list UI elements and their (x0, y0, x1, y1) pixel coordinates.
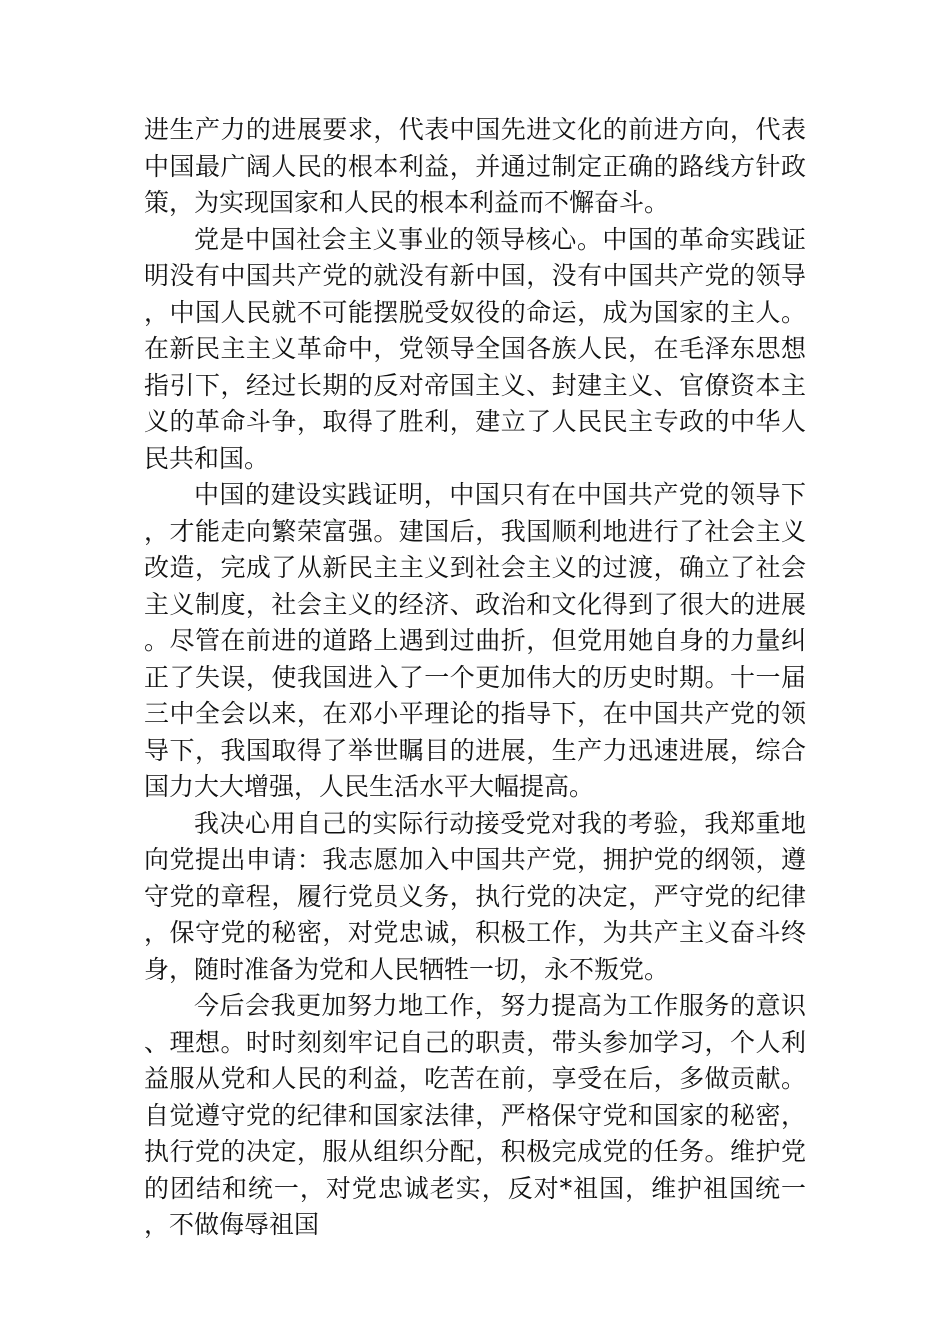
paragraph-continued: 进生产力的进展要求，代表中国先进文化的前进方向，代表中国最广阔人民的根本利益，并通过制定正确的路线方针政策，为实现国家和人民的根本利益而不懈奋斗。 (144, 115, 806, 217)
paragraph-party-core: 党是中国社会主义事业的领导核心。中国的革命实践证明没有中国共产党的就没有新中国，没有中国共产党的领导，中国人民就不可能摆脱受奴役的命运，成为国家的主人。在新民主主义革命中，党领导全国各族人民，在毛泽东思想指引下，经过长期的反对帝国主义、封建主义、官僚资本主义的革命斗争，取得了胜利，建立了人民民主专政的中华人民共和国。 (144, 224, 806, 473)
document-page (144, 112, 806, 1244)
paragraph-future-commitment: 今后会我更加努力地工作，努力提高为工作服务的意识、理想。时时刻刻牢记自己的职责，带头参加学习，个人利益服从党和人民的利益，吃苦在前，享受在后，多做贡献。自觉遵守党的纪律和国家法律，严格保守党和国家的秘密，执行党的决定，服从组织分配，积极完成党的任务。维护党的团结和统一，对党忠诚老实，反对*祖国，维护祖国统一，不做侮辱祖国 (144, 991, 806, 1239)
paragraph-application: 我决心用自己的实际行动接受党对我的考验，我郑重地向党提出申请：我志愿加入中国共产党，拥护党的纲领，遵守党的章程，履行党员义务，执行党的决定，严守党的纪律，保守党的秘密，对党忠诚，积极工作，为共产主义奋斗终身，随时准备为党和人民牺牲一切，永不叛党。 (144, 808, 806, 984)
paragraph-construction: 中国的建设实践证明，中国只有在中国共产党的领导下，才能走向繁荣富强。建国后，我国顺利地进行了社会主义改造，完成了从新民主主义到社会主义的过渡，确立了社会主义制度，社会主义的经济、政治和文化得到了很大的进展。尽管在前进的道路上遇到过曲折，但党用她自身的力量纠正了失误，使我国进入了一个更加伟大的历史时期。十一届三中全会以来，在邓小平理论的指导下，在中国共产党的领导下，我国取得了举世瞩目的进展，生产力迅速进展，综合国力大大增强，人民生活水平大幅提高。 (144, 480, 806, 801)
